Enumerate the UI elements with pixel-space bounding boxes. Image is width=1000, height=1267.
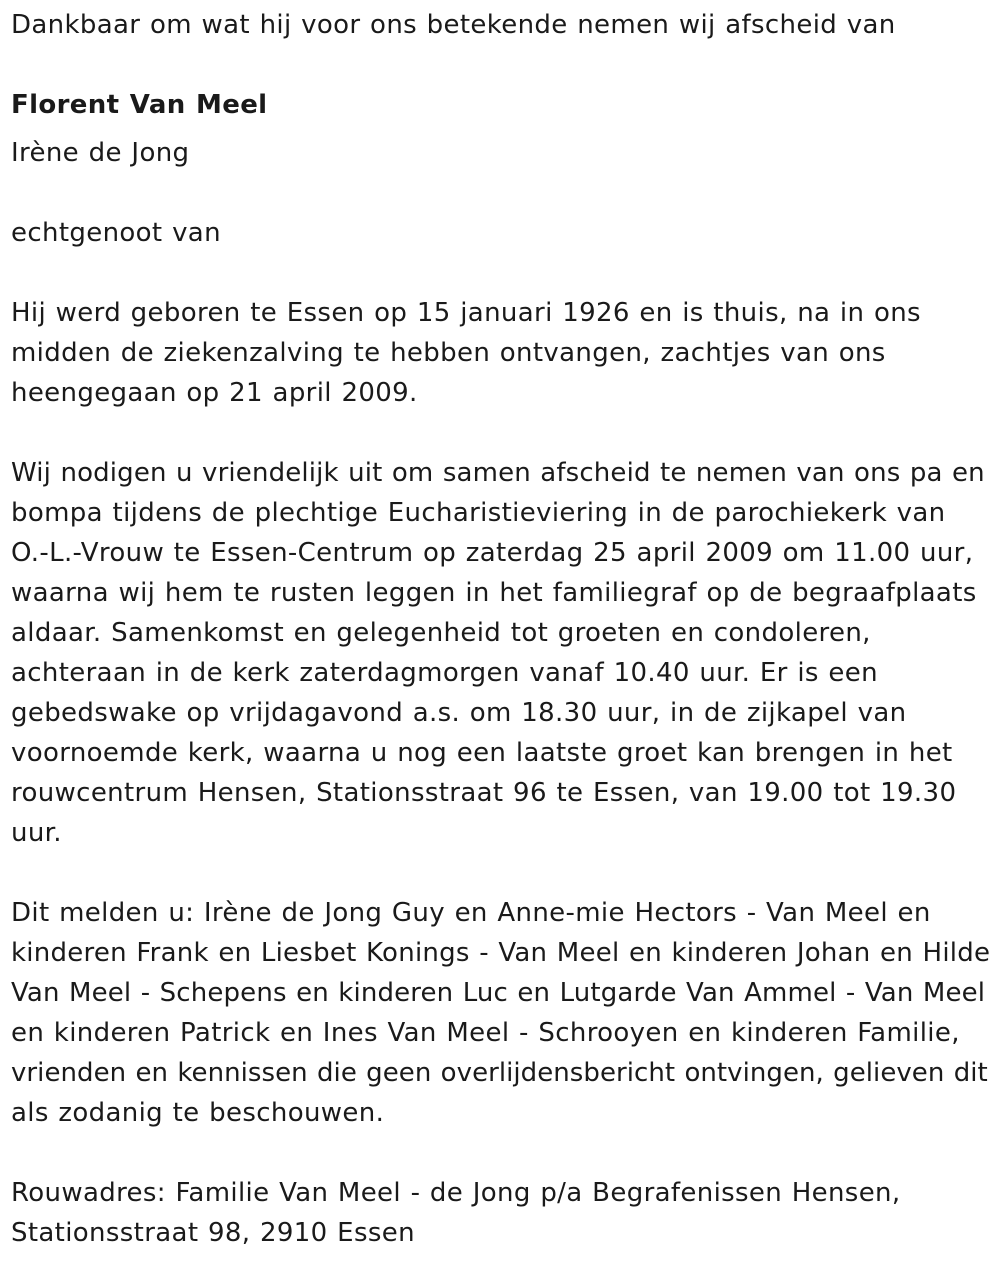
- invitation-line: O.-L.-Vrouw te Essen-Centrum op zaterdag 25 april 2009 om 11.00 uur,: [11, 538, 974, 568]
- invitation-paragraph: [11, 453, 991, 853]
- family-line: Dit melden u: Irène de Jong Guy en Anne-mie Hectors - Van Meel en: [11, 898, 931, 928]
- address-paragraph: [11, 1173, 991, 1253]
- invitation-line: bompa tijdens de plechtige Eucharistieviering in de parochiekerk van: [11, 498, 946, 528]
- spouse-name: Irène de Jong: [11, 138, 190, 168]
- invitation-line: aldaar. Samenkomst en gelegenheid tot groeten en condoleren,: [11, 618, 871, 648]
- family-line: kinderen Frank en Liesbet Konings - Van Meel en kinderen Johan en Hilde: [11, 938, 991, 968]
- invitation-line: rouwcentrum Hensen, Stationsstraat 96 te Essen, van 19.00 tot 19.30: [11, 778, 957, 808]
- address-line: Stationsstraat 98, 2910 Essen: [11, 1218, 415, 1248]
- address-line: Rouwadres: Familie Van Meel - de Jong p/a Begrafenissen Hensen,: [11, 1178, 901, 1208]
- family-line: Van Meel - Schepens en kinderen Luc en Lutgarde Van Ammel - Van Meel: [11, 978, 986, 1008]
- birth-line: midden de ziekenzalving te hebben ontvangen, zachtjes van ons: [11, 338, 886, 368]
- family-line: vrienden en kennissen die geen overlijdensbericht ontvingen, gelieven dit: [11, 1058, 988, 1088]
- invitation-line: Wij nodigen u vriendelijk uit om samen afscheid te nemen van ons pa en: [11, 458, 985, 488]
- family-line: als zodanig te beschouwen.: [11, 1098, 385, 1128]
- intro-text: Dankbaar om wat hij voor ons betekende nemen wij afscheid van: [11, 10, 896, 40]
- invitation-line: uur.: [11, 818, 62, 848]
- invitation-line: gebedswake op vrijdagavond a.s. om 18.30 uur, in de zijkapel van: [11, 698, 907, 728]
- birth-paragraph: [11, 293, 991, 413]
- invitation-line: waarna wij hem te rusten leggen in het familiegraf op de begraafplaats: [11, 578, 977, 608]
- birth-line: Hij werd geboren te Essen op 15 januari 1926 en is thuis, na in ons: [11, 298, 921, 328]
- deceased-name: Florent Van Meel: [11, 90, 268, 120]
- invitation-line: voornoemde kerk, waarna u nog een laatste groet kan brengen in het: [11, 738, 953, 768]
- family-paragraph: [11, 893, 991, 1133]
- birth-line: heengegaan op 21 april 2009.: [11, 378, 418, 408]
- relation-text: echtgenoot van: [11, 218, 221, 248]
- invitation-line: achteraan in de kerk zaterdagmorgen vanaf 10.40 uur. Er is een: [11, 658, 878, 688]
- family-line: en kinderen Patrick en Ines Van Meel - Schrooyen en kinderen Familie,: [11, 1018, 960, 1048]
